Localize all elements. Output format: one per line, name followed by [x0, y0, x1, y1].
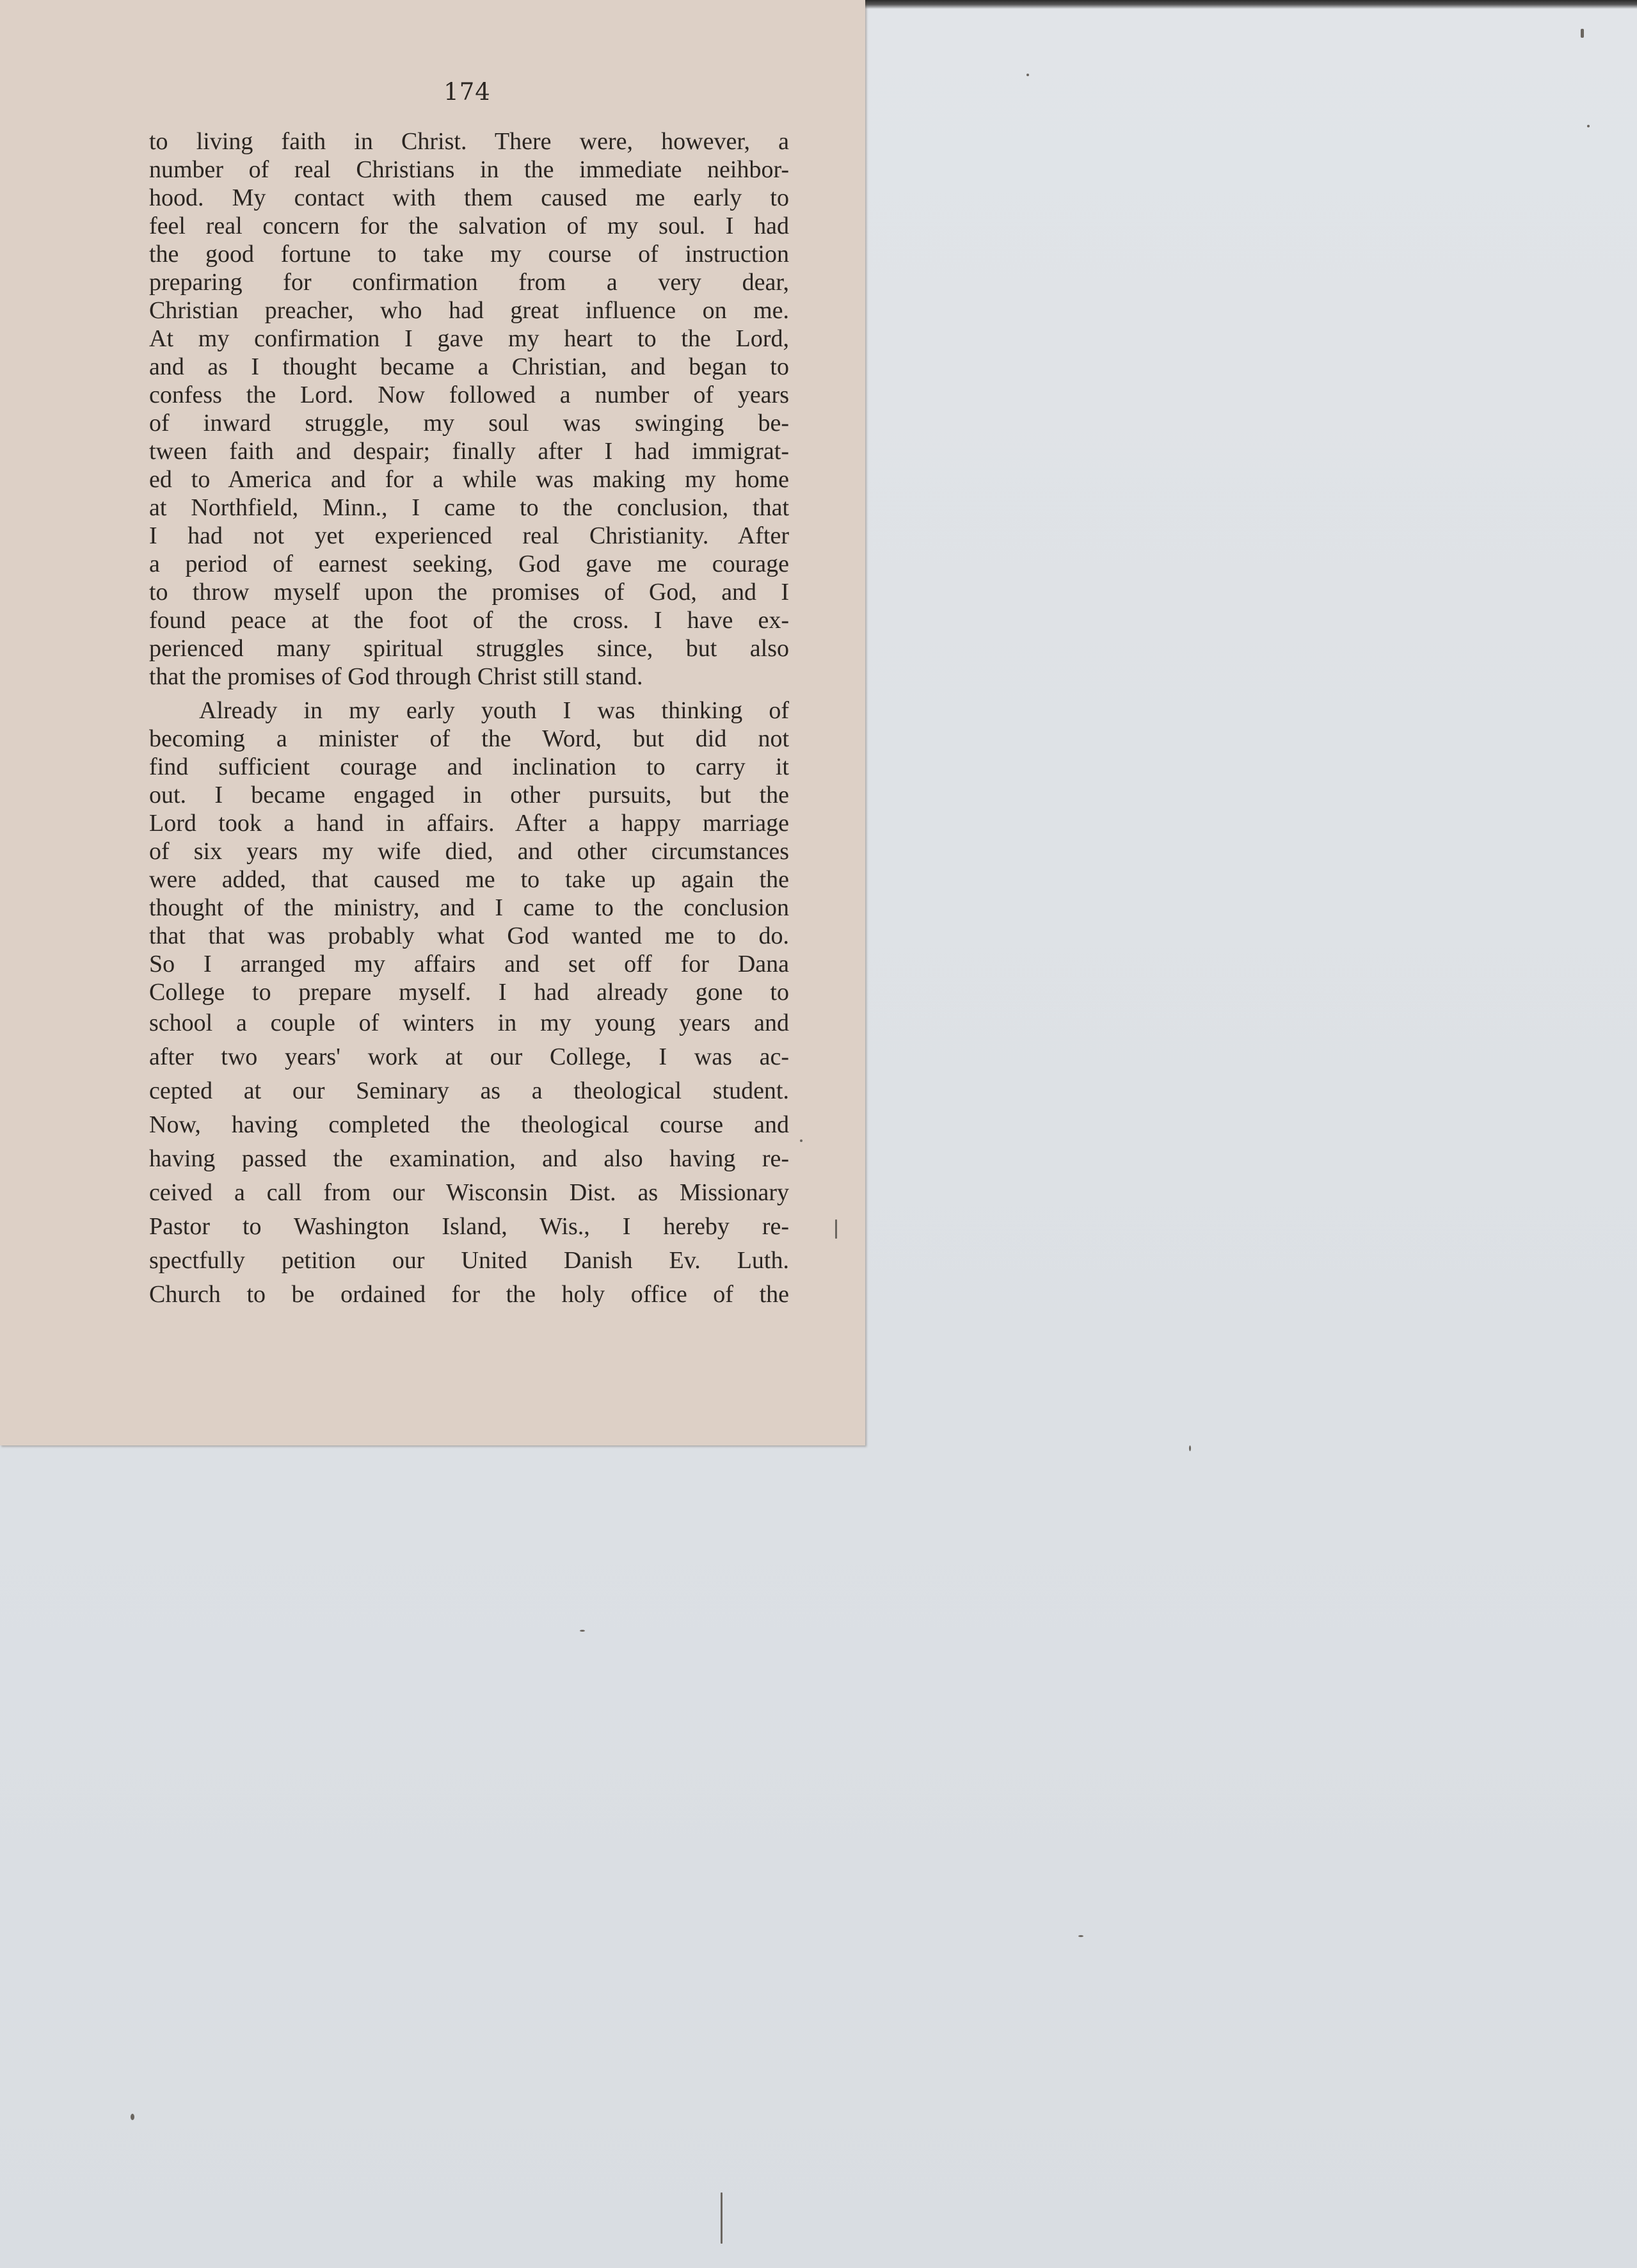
paragraph-gap	[149, 691, 789, 696]
text-line: to throw myself upon the promises of God, and I	[149, 579, 789, 606]
page-number: 174	[443, 78, 491, 106]
text-line: thought of the ministry, and I came to the conclusion	[149, 894, 789, 921]
dust-speck	[1587, 125, 1590, 127]
dust-speck	[1026, 74, 1029, 76]
text-line: feel real concern for the salvation of my soul. I had	[149, 213, 789, 239]
text-line: that that was probably what God wanted me to do.	[149, 922, 789, 949]
body-text	[149, 127, 789, 1312]
dust-speck	[131, 2114, 134, 2120]
text-line: ed to America and for a while was making my home	[149, 466, 789, 493]
text-line: College to prepare myself. I had already gone to	[149, 979, 789, 1006]
dust-speck	[800, 1139, 803, 1142]
text-line: Christian preacher, who had great influence on me.	[149, 297, 789, 324]
text-line: confess the Lord. Now followed a number of years	[149, 382, 789, 408]
text-line: I had not yet experienced real Christianity. After	[149, 522, 789, 549]
text-line: having passed the examination, and also having re-	[149, 1145, 789, 1172]
text-line: cepted at our Seminary as a theological student.	[149, 1077, 789, 1104]
text-line: At my confirmation I gave my heart to the Lord,	[149, 325, 789, 352]
text-line: of inward struggle, my soul was swinging be-	[149, 410, 789, 437]
text-line: tween faith and despair; finally after I had immigrat-	[149, 438, 789, 465]
text-line: number of real Christians in the immediate neihbor-	[149, 156, 789, 183]
scanner-edge-shadow	[845, 0, 1637, 9]
text-line: So I arranged my affairs and set off for Dana	[149, 951, 789, 977]
text-line: out. I became engaged in other pursuits, but the	[149, 782, 789, 808]
text-line: Now, having completed the theological course and	[149, 1111, 789, 1138]
dust-speck	[580, 1630, 585, 1632]
document-page	[0, 0, 865, 1445]
text-line: and as I thought became a Christian, and began to	[149, 353, 789, 380]
text-line: a period of earnest seeking, God gave me courage	[149, 551, 789, 577]
text-line: preparing for confirmation from a very dear,	[149, 269, 789, 296]
dust-speck	[1189, 1445, 1191, 1451]
text-line: were added, that caused me to take up again the	[149, 866, 789, 893]
text-line: school a couple of winters in my young years and	[149, 1009, 789, 1036]
dust-speck	[721, 2192, 723, 2244]
text-line: Lord took a hand in affairs. After a happy marriage	[149, 810, 789, 837]
text-line: to living faith in Christ. There were, however, a	[149, 128, 789, 155]
text-line: Pastor to Washington Island, Wis., I hereby re-	[149, 1213, 789, 1240]
text-line: after two years' work at our College, I was ac-	[149, 1043, 789, 1070]
text-line: find sufficient courage and inclination to carry it	[149, 753, 789, 780]
dust-speck	[1078, 1935, 1083, 1937]
text-line: that the promises of God through Christ still stand.	[149, 663, 643, 690]
text-line: hood. My contact with them caused me early to	[149, 184, 789, 211]
dust-speck	[1581, 29, 1584, 38]
text-line: found peace at the foot of the cross. I have ex-	[149, 607, 789, 634]
text-line: perienced many spiritual struggles since, but also	[149, 635, 789, 662]
text-line: ceived a call from our Wisconsin Dist. as Missionary	[149, 1179, 789, 1206]
paragraph-1	[149, 127, 789, 691]
text-line: Already in my early youth I was thinking of	[199, 697, 789, 724]
paragraph-2	[149, 696, 789, 1312]
text-line: spectfully petition our United Danish Ev. Luth.	[149, 1247, 789, 1274]
text-line: the good fortune to take my course of instruction	[149, 241, 789, 268]
text-line: of six years my wife died, and other circumstances	[149, 838, 789, 865]
dust-speck	[835, 1219, 837, 1239]
text-line: Church to be ordained for the holy office of the	[149, 1281, 789, 1308]
text-line: at Northfield, Minn., I came to the conclusion, that	[149, 494, 789, 521]
text-line: becoming a minister of the Word, but did not	[149, 725, 789, 752]
